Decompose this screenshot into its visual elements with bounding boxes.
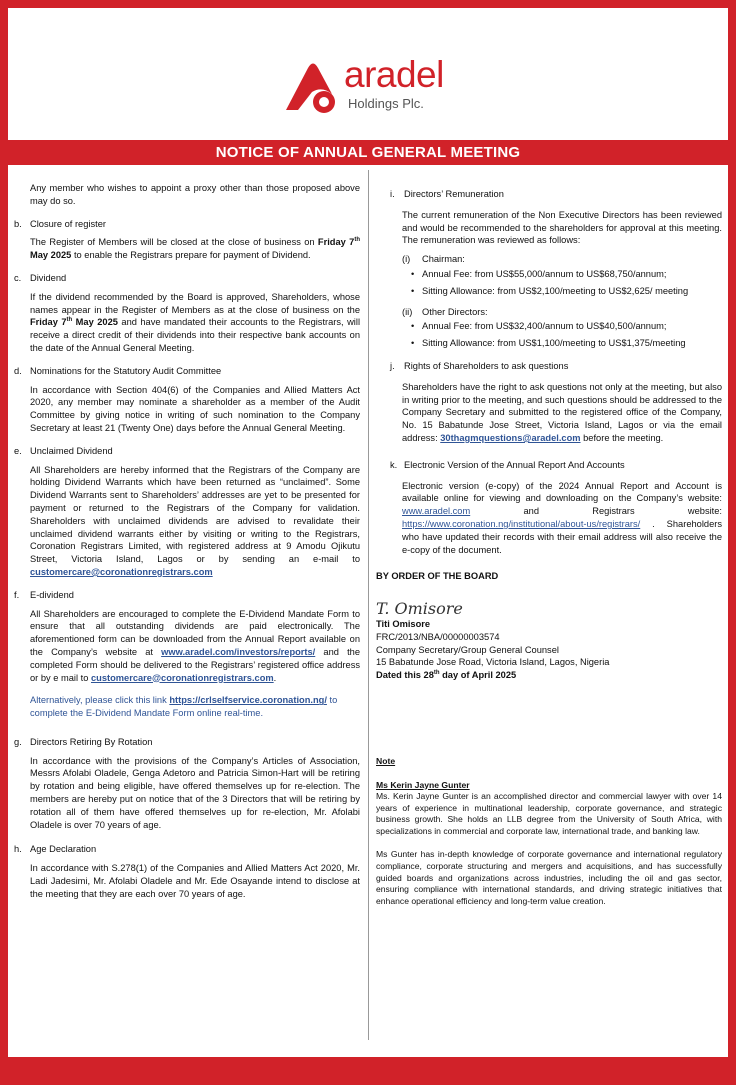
signatory-frc: FRC/2013/NBA/00000003574	[376, 631, 500, 642]
roman-item	[402, 253, 722, 266]
right-column	[376, 188, 722, 907]
section-title: Nominations for the Statutory Audit Committee	[30, 365, 222, 376]
section-g-text: In accordance with the provisions of the Company’s Articles of Association, Messrs Afolabi Oladele, Genga Adetoro and Patricia Simon-Hart will be retiring by rotation and being eligible, have offered themselves up for re-election. The members are hereby put on notice that of the 3 Directors that will be retiring by rotation all of them have offered themselves up for re-election, Mr. Afolabi Oladele is over 70 years of age.	[30, 755, 360, 830]
note-person: Ms Kerin Jayne Gunter	[376, 779, 470, 790]
roman-number: (ii)	[402, 306, 413, 317]
section-e-heading	[14, 445, 360, 458]
list-item: • Sitting Allowance: from US$2,100/meeting to US$2,625/ meeting	[422, 285, 722, 298]
frame-top-border	[0, 0, 736, 8]
section-e-text	[30, 464, 360, 579]
section-c-text	[30, 291, 360, 355]
section-k-heading	[390, 459, 722, 472]
investor-reports-link[interactable]: www.aradel.com/investors/reports/	[161, 646, 316, 657]
frame-right-border	[728, 0, 736, 1085]
text-segment: before the meeting.	[580, 432, 664, 443]
text-segment: . Shareholders who have updated their records with their email address will also receive the e-copy of the document.	[402, 518, 722, 555]
frame-left-border	[0, 0, 8, 1085]
by-order-of-board: BY ORDER OF THE BOARD	[376, 571, 499, 582]
proxy-paragraph: Any member who wishes to appoint a proxy other than those proposed above may do so.	[30, 183, 360, 206]
signatory-role: Company Secretary/Group General Counsel	[376, 644, 559, 655]
list-item: • Annual Fee: from US$32,400/annum to US$40,500/annum;	[422, 320, 722, 333]
logo-wordmark: aradel	[344, 54, 444, 95]
note-paragraph: Ms Gunter has in-depth knowledge of corporate governance and international regulatory compliance, corporate structuring and mergers and acquisitions, and has successfully guided boards and organizations across industries, including the oil and gas sector, ensuring compliance with international standards, and driving strategic initiatives that enhance operational efficiency and long-term value creation.	[376, 849, 722, 906]
date-bold: May 2025	[30, 250, 72, 261]
section-f-heading	[14, 589, 360, 602]
text-segment: to complete the E-Dividend Mandate Form online real-time.	[30, 695, 338, 719]
roman-number: (i)	[402, 254, 411, 265]
section-title: Directors Retiring By Rotation	[30, 736, 153, 747]
frame-bottom-border	[0, 1057, 736, 1085]
text-segment: All Shareholders are hereby informed that the Registrars of the Company are holding Dividend Warrants which have been returned as “unclaimed”. Some Dividend Warrants sent to Shareholders’ addresses are yet to be presented for payment or returned to the Registrars of the Company for validation. Shareholders with unclaimed dividends are advised to revalidate their unclaimed dividend warrants either by visiting or writing to the Registrars, Coronation Registrars Limited, with registered address at 9 Amodu Ojikutu Street, Victoria Island, Lagos or by sending an e-mail to	[30, 464, 360, 565]
date-sup: th	[66, 317, 73, 324]
section-d-text: In accordance with Section 404(6) of the Companies and Allied Matters Act 2020, any member may nominate a shareholder as a member of the Audit Committee by giving notice in writing of such nomination to the Company Secretary at least 21 (Twenty One) days before the Annual General Meeting.	[30, 384, 360, 433]
section-letter: k.	[390, 459, 398, 470]
section-j-text	[402, 381, 722, 445]
section-title: Dividend	[30, 272, 67, 283]
section-h-text: In accordance with S.278(1) of the Companies and Allied Matters Act 2020, Mr. Ladi Jadesimi, Mr. Afolabi Oladele and Mr. Ede Osayande intend to disclose at the meeting that they are each over 70 years of age.	[30, 863, 360, 899]
registrars-website-link[interactable]: https://www.coronation.ng/institutional/about-us/registrars/	[402, 518, 641, 529]
text-segment: If the dividend recommended by the Board is approved, Shareholders, whose names appear in the Register of Members as at the close of business on the	[30, 291, 360, 315]
signatory-address: 15 Babatunde Jose Road, Victoria Island, Lagos, Nigeria	[376, 657, 610, 668]
text-segment: to enable the Registrars prepare for payment of Dividend.	[71, 250, 311, 261]
registrar-email-link[interactable]: customercare@coronationregistrars.com	[30, 566, 213, 577]
chairman-fee-list	[422, 268, 722, 298]
section-letter: d.	[14, 365, 22, 376]
section-letter: c.	[14, 272, 22, 283]
text-segment: Alternatively, please click this link	[30, 695, 170, 706]
left-column	[14, 182, 360, 901]
list-item: • Sitting Allowance: from US$1,100/meeting to US$1,375/meeting	[422, 337, 722, 350]
text-segment: .	[273, 672, 277, 683]
signatory-name: Titi Omisore	[376, 618, 431, 629]
other-directors-fee-list	[422, 320, 722, 350]
company-website-link[interactable]: www.aradel.com	[402, 506, 471, 517]
agm-questions-email-link[interactable]: 30thagmquestions@aradel.com	[440, 432, 581, 443]
text-segment: and the completed Form should be delivered to the Registrars’ registered office address or by e mail to	[30, 646, 360, 683]
roman-item	[402, 306, 722, 319]
text-segment: and Registrars website:	[470, 506, 722, 517]
aradel-mark-icon	[280, 54, 346, 120]
section-title: Age Declaration	[30, 844, 97, 855]
date-bold: Friday 7	[317, 237, 355, 248]
section-g-heading	[14, 736, 360, 749]
section-letter: f.	[14, 589, 20, 600]
section-k-text	[402, 480, 722, 557]
section-title: Electronic Version of the Annual Report And Accounts	[404, 459, 625, 470]
text-segment: Dated this 28	[376, 670, 434, 681]
signature-block	[376, 599, 722, 682]
notice-title-banner: NOTICE OF ANNUAL GENERAL MEETING	[8, 140, 728, 165]
section-b-text	[30, 236, 360, 262]
section-b-heading	[14, 218, 360, 231]
section-letter: b.	[14, 218, 22, 229]
note-title: Note	[376, 755, 396, 766]
selfservice-link[interactable]: https://crlselfservice.coronation.ng/	[169, 695, 327, 706]
section-letter: g.	[14, 736, 22, 747]
date-sup: th	[433, 670, 440, 677]
section-c-heading	[14, 272, 360, 285]
date-bold: Friday 7	[30, 317, 67, 328]
company-logo	[280, 52, 480, 122]
registrar-email-link[interactable]: customercare@coronationregistrars.com	[90, 672, 274, 683]
section-j-heading	[390, 360, 722, 373]
section-letter: e.	[14, 445, 22, 456]
text-segment: Electronic version (e-copy) of the 2024 Annual Report and Account is available online for viewing and downloading on the Company’s website:	[402, 480, 722, 504]
section-title: Directors’ Remuneration	[404, 189, 504, 199]
section-f-text	[30, 608, 360, 685]
text-segment: Shareholders have the right to ask questions not only at the meeting, but also in writing prior to the meeting, and such questions should be addressed to the Company Secretary and submitted to the registered office of the Company, No. 15 Babatunde Jose Street, Victoria Island, Lagos or via the email address:	[402, 381, 722, 443]
date-bold: May 2025	[72, 317, 118, 328]
list-item: • Annual Fee: from US$55,000/annum to US$68,750/annum;	[422, 268, 722, 281]
section-title: Rights of Shareholders to ask questions	[404, 360, 569, 371]
section-letter: i.	[390, 189, 395, 199]
text-segment: The Register of Members will be closed at the close of business on	[30, 237, 318, 248]
logo-subtitle: Holdings Plc.	[348, 96, 424, 111]
date-sup: th	[354, 237, 360, 244]
roman-label: Other Directors:	[422, 306, 488, 317]
other-directors-remuneration	[402, 306, 722, 319]
section-d-heading	[14, 365, 360, 378]
roman-label: Chairman:	[422, 254, 465, 265]
section-title: E-dividend	[30, 589, 74, 600]
text-segment: All Shareholders are encouraged to complete the E-Dividend Mandate Form to ensure that all outstanding dividends are paid electronically. The aforementioned form can be downloaded from the Annual Report available on the Company’s website at	[30, 608, 360, 657]
section-i-text: The current remuneration of the Non Executive Directors has been reviewed and would be recommended to the shareholders for approval at this meeting. The remuneration was reviewed as follows:	[402, 209, 722, 246]
section-title: Closure of register	[30, 218, 106, 229]
note-section	[376, 756, 722, 908]
handwritten-signature: T. Omisore	[376, 599, 463, 619]
text-segment: and have mandated their accounts to the Registrars, will receive a direct credit of their dividends into their respective bank accounts on the date of the Annual General Meeting.	[30, 317, 361, 353]
column-divider	[368, 170, 369, 1040]
section-title: Unclaimed Dividend	[30, 445, 113, 456]
section-f-alternative	[30, 694, 360, 720]
text-segment: day of April 2025	[439, 670, 517, 681]
note-paragraph: Ms. Kerin Jayne Gunter is an accomplished director and commercial lawyer with over 14 years of experience in multinational leadership, corporate governance, and strategic business growth. She holds an LLB degree from the University of South Africa, with specializations in commercial and corporate law, international trade, and banking law.	[376, 791, 722, 836]
chairman-remuneration	[402, 253, 722, 266]
section-h-heading	[14, 843, 360, 856]
signature-date	[376, 669, 722, 682]
section-letter: j.	[390, 360, 395, 371]
section-i-heading	[390, 188, 722, 201]
section-letter: h.	[14, 844, 22, 855]
